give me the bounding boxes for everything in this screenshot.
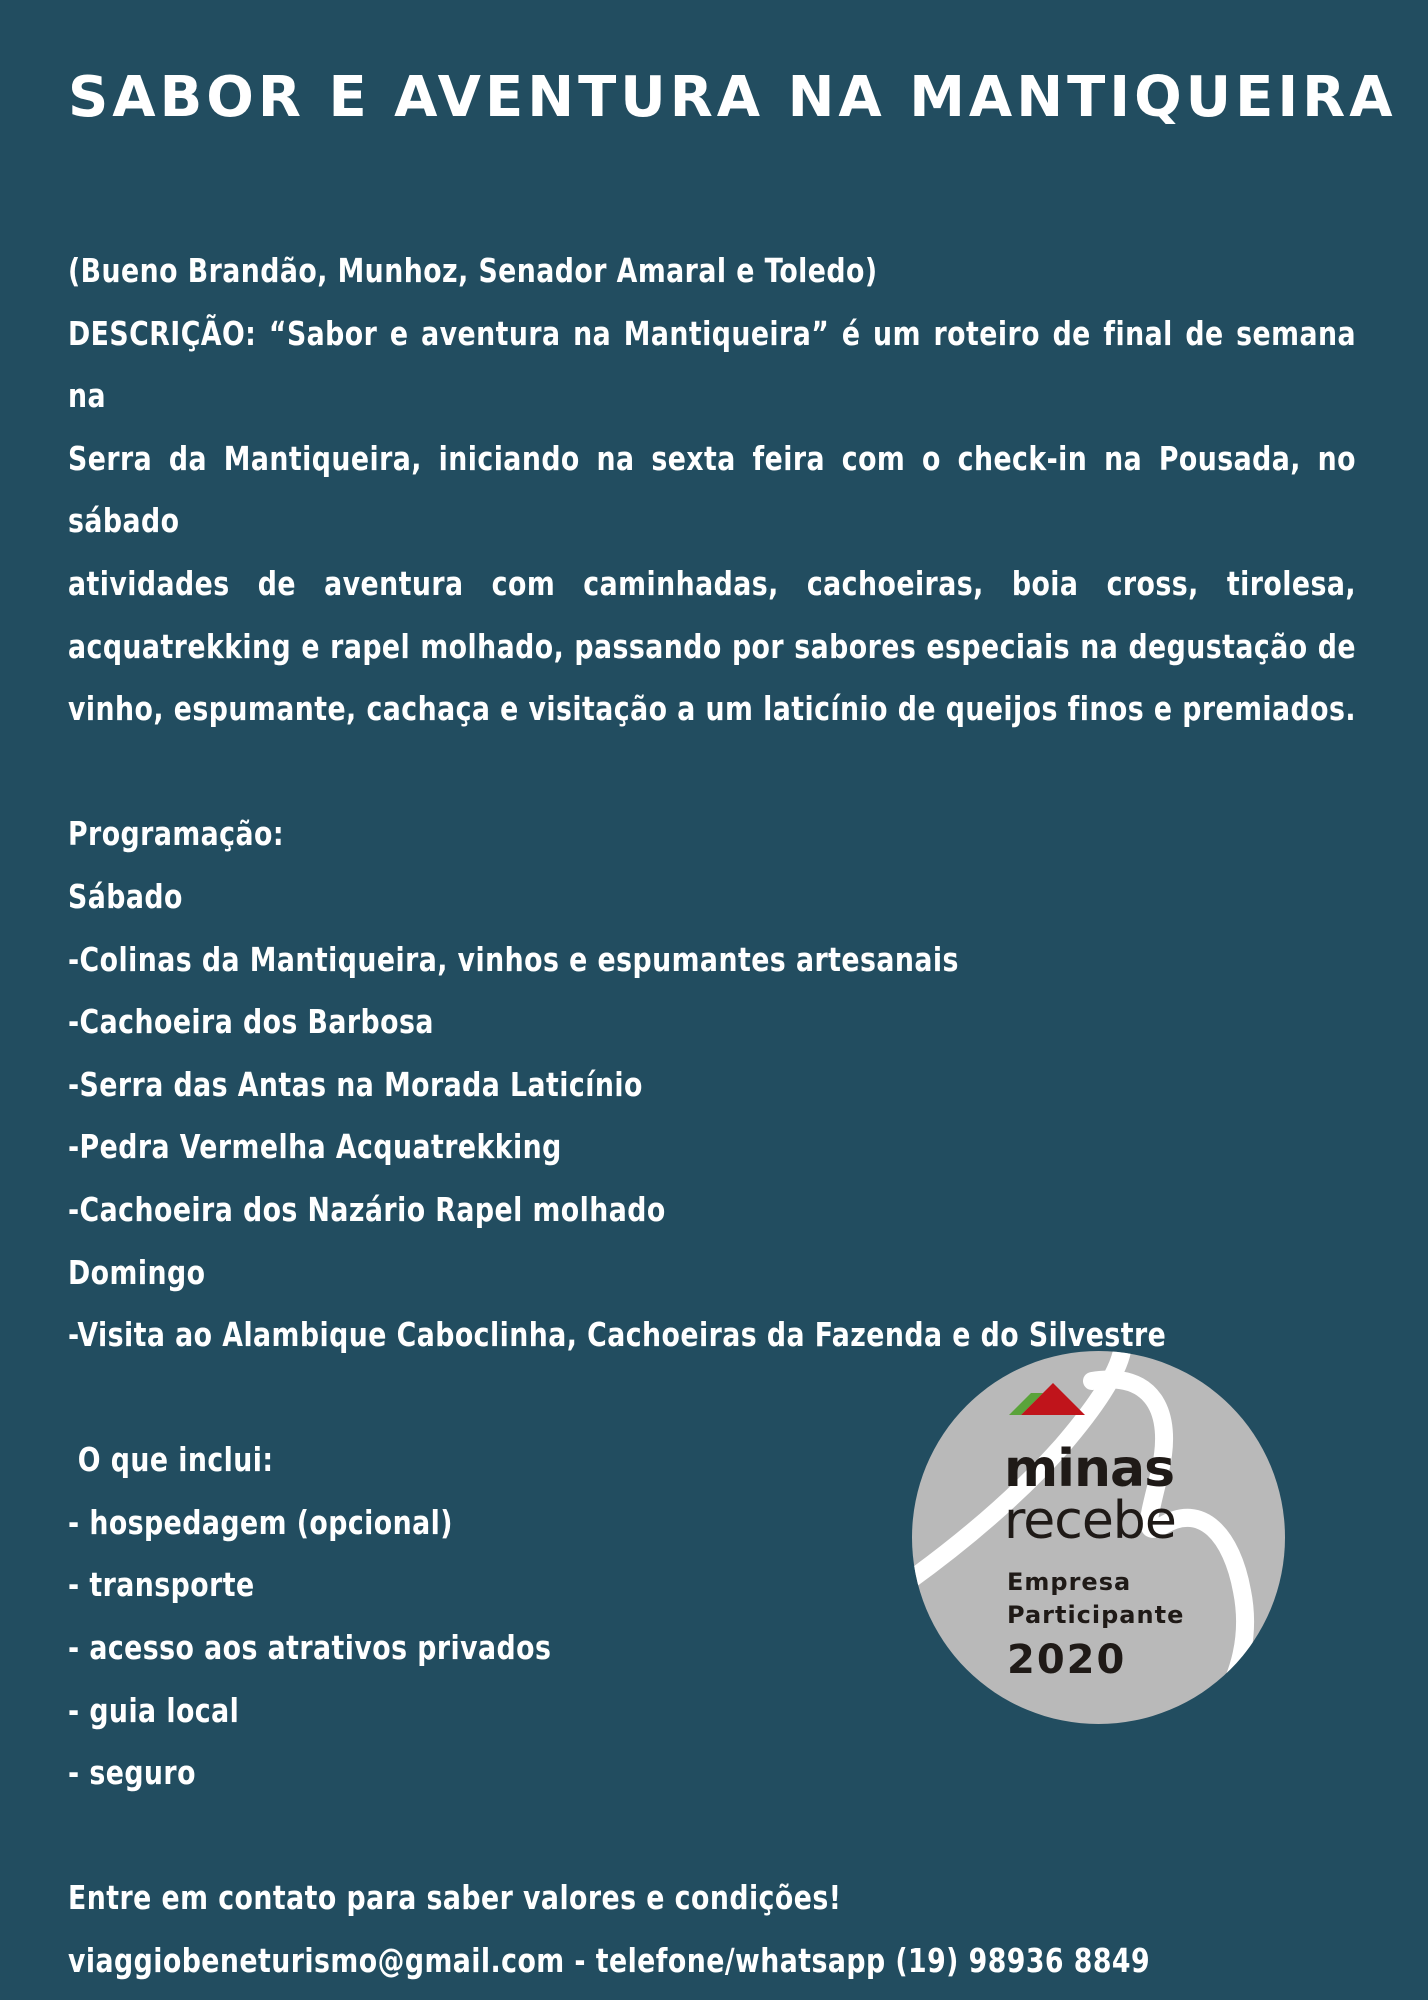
description-line: atividades de aventura com caminhadas, cachoeiras, boia cross, tirolesa, xyxy=(68,563,1356,603)
roof-logo-icon xyxy=(1009,1379,1089,1419)
spacer xyxy=(68,741,1356,804)
schedule-item: -Colinas da Mantiqueira, vinhos e espumantes artesanais xyxy=(68,939,959,979)
badge-word-minas: minas xyxy=(1004,1439,1175,1499)
description-line: acquatrekking e rapel molhado, passando por sabores especiais na degustação de xyxy=(68,626,1356,666)
programacao-section xyxy=(68,803,1356,1366)
inclui-item: - seguro xyxy=(68,1753,196,1793)
page-title: SABOR E AVENTURA NA MANTIQUEIRA xyxy=(68,65,1397,130)
schedule-item: -Pedra Vermelha Acquatrekking xyxy=(68,1127,562,1167)
flyer-body xyxy=(68,240,1356,1993)
domingo-label: Domingo xyxy=(68,1252,206,1292)
description-block xyxy=(68,303,1356,741)
badge-line-participante: Participante xyxy=(1007,1601,1185,1629)
contact-cta: Entre em contato para saber valores e condições! xyxy=(68,1878,842,1918)
locations-line: (Bueno Brandão, Munhoz, Senador Amaral e Toledo) xyxy=(68,251,878,290)
inclui-item: - guia local xyxy=(68,1690,240,1730)
description-line: DESCRIÇÃO: “Sabor e aventura na Mantiqueira” é um roteiro de final de semana na xyxy=(68,313,1356,416)
badge-year: 2020 xyxy=(1007,1637,1127,1683)
schedule-item: -Serra das Antas na Morada Laticínio xyxy=(68,1064,643,1104)
programacao-heading: Programação: xyxy=(68,814,284,854)
minas-recebe-badge xyxy=(912,1351,1285,1724)
inclui-item: - acesso aos atrativos privados xyxy=(68,1628,552,1668)
contact-section xyxy=(68,1867,1356,1992)
inclui-item: - transporte xyxy=(68,1565,255,1605)
description-line: vinho, espumante, cachaça e visitação a um laticínio de queijos finos e premiados. xyxy=(68,689,1356,729)
contact-line: viaggiobeneturismo@gmail.com - telefone/whatsapp (19) 98936 8849 xyxy=(68,1941,1151,1981)
spacer xyxy=(68,1805,1356,1868)
schedule-item: -Cachoeira dos Barbosa xyxy=(68,1002,434,1042)
description-line: Serra da Mantiqueira, iniciando na sexta feira com o check-in na Pousada, no sábado xyxy=(68,438,1356,541)
schedule-item: -Cachoeira dos Nazário Rapel molhado xyxy=(68,1189,666,1229)
badge-line-empresa: Empresa xyxy=(1007,1568,1132,1596)
inclui-heading: O que inclui: xyxy=(68,1440,274,1480)
inclui-item: - hospedagem (opcional) xyxy=(68,1502,453,1542)
sabado-label: Sábado xyxy=(68,876,183,916)
schedule-item: -Visita ao Alambique Caboclinha, Cachoeiras da Fazenda e do Silvestre xyxy=(68,1315,1167,1355)
badge-word-recebe: recebe xyxy=(1004,1491,1176,1551)
